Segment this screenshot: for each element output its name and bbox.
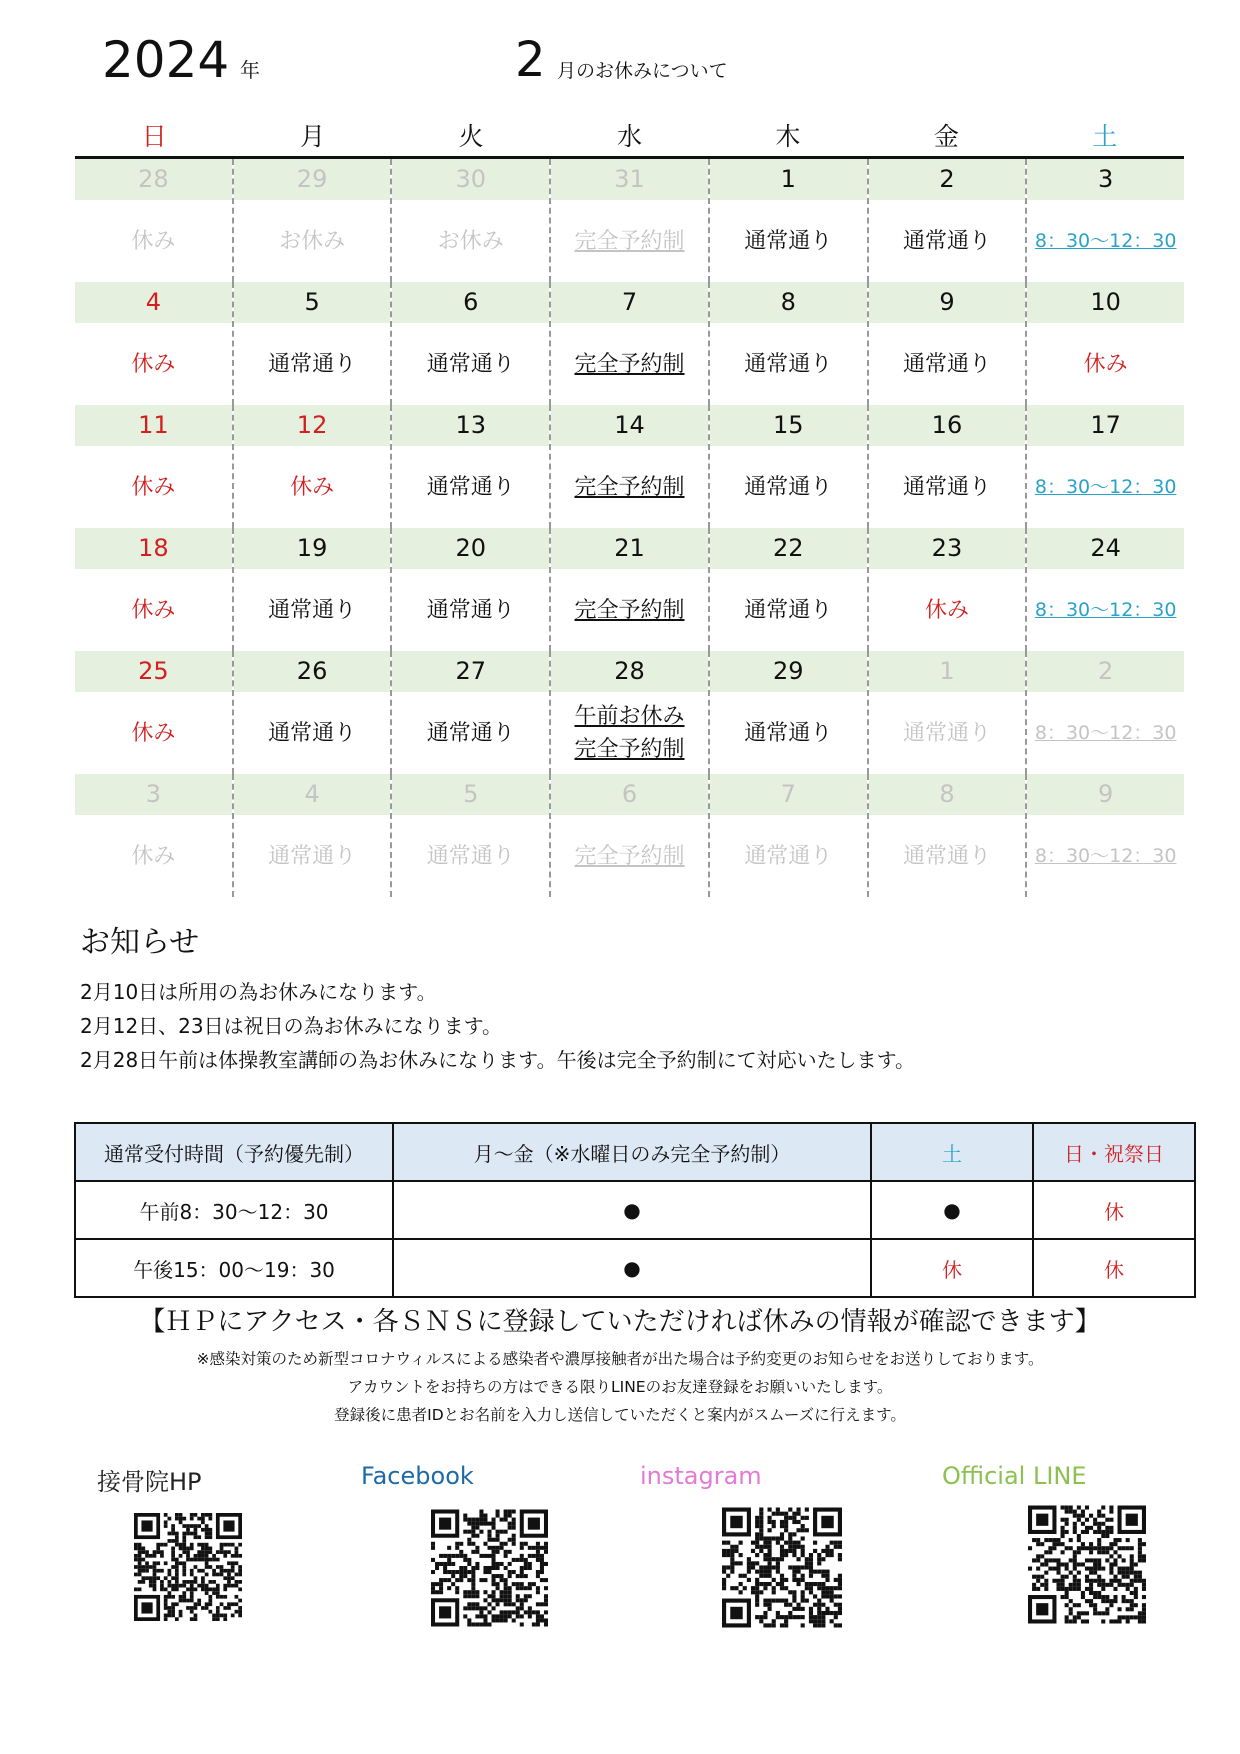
hours-col-label: 通常受付時間（予約優先制） bbox=[75, 1123, 393, 1181]
weekday-wed: 水 bbox=[616, 122, 642, 151]
year: 2024 bbox=[102, 31, 230, 89]
calendar-day-cell bbox=[75, 651, 234, 774]
day-status-text: お休み bbox=[437, 228, 504, 254]
day-number: 28 bbox=[551, 651, 708, 692]
day-status-text: 8：30～12：30 bbox=[1034, 598, 1177, 621]
calendar-day-cell bbox=[710, 405, 869, 528]
day-number: 6 bbox=[392, 282, 549, 323]
day-status bbox=[551, 323, 708, 405]
day-status-text: 休み bbox=[924, 597, 969, 623]
link-label-instagram: instagram bbox=[640, 1462, 762, 1490]
day-number: 16 bbox=[869, 405, 1026, 446]
day-status bbox=[75, 815, 232, 897]
month: 2 bbox=[515, 32, 546, 88]
day-status bbox=[710, 323, 867, 405]
day-status bbox=[234, 323, 391, 405]
calendar-day-cell bbox=[392, 405, 551, 528]
day-number: 4 bbox=[75, 282, 232, 323]
hours-pm-sun: 休 bbox=[1033, 1239, 1195, 1297]
day-status bbox=[234, 446, 391, 528]
hours-header-row bbox=[75, 1123, 1195, 1181]
day-status-text: 8：30～12：30 bbox=[1034, 844, 1177, 867]
day-status-text: 通常通り bbox=[268, 720, 357, 746]
calendar-week bbox=[75, 528, 1184, 651]
calendar-day-cell bbox=[869, 651, 1028, 774]
calendar-day-cell bbox=[234, 528, 393, 651]
day-number: 20 bbox=[392, 528, 549, 569]
calendar-day-cell bbox=[551, 774, 710, 897]
calendar-week bbox=[75, 651, 1184, 774]
weekday-tue: 火 bbox=[458, 122, 484, 151]
day-status-text: 完全予約制 bbox=[574, 351, 685, 377]
day-status bbox=[710, 569, 867, 651]
day-number: 13 bbox=[392, 405, 549, 446]
day-status-text: 通常通り bbox=[426, 474, 515, 500]
day-number: 3 bbox=[75, 774, 232, 815]
day-status-text: 休み bbox=[131, 843, 176, 869]
hours-am-label: 午前8：30～12：30 bbox=[75, 1181, 393, 1239]
day-status-text: 通常通り bbox=[426, 597, 515, 623]
day-number: 9 bbox=[869, 282, 1026, 323]
day-status-text: 通常通り bbox=[268, 843, 357, 869]
day-status bbox=[392, 200, 549, 282]
day-number: 29 bbox=[710, 651, 867, 692]
day-number: 7 bbox=[551, 282, 708, 323]
hours-col-sun: 日・祝祭日 bbox=[1033, 1123, 1195, 1181]
notice-line: 2月12日、23日は祝日の為お休みになります。 bbox=[80, 1014, 503, 1038]
day-number: 28 bbox=[75, 159, 232, 200]
qr-code-facebook[interactable] bbox=[431, 1507, 548, 1629]
access-headline: 【ＨＰにアクセス・各ＳＮＳに登録していただければ休みの情報が確認できます】 bbox=[139, 1307, 1101, 1337]
day-status bbox=[551, 815, 708, 897]
day-status bbox=[234, 569, 391, 651]
calendar-day-cell bbox=[234, 405, 393, 528]
calendar-day-cell bbox=[1027, 282, 1184, 405]
calendar-day-cell bbox=[869, 159, 1028, 282]
day-number: 10 bbox=[1027, 282, 1184, 323]
day-status bbox=[1027, 569, 1184, 651]
day-status bbox=[869, 692, 1026, 774]
day-number: 12 bbox=[234, 405, 391, 446]
calendar-day-cell bbox=[75, 774, 234, 897]
day-status bbox=[869, 569, 1026, 651]
qr-code-instagram[interactable] bbox=[722, 1505, 842, 1630]
day-number: 6 bbox=[551, 774, 708, 815]
day-number: 5 bbox=[392, 774, 549, 815]
day-status-text: 完全予約制 bbox=[574, 474, 685, 500]
day-status bbox=[869, 200, 1026, 282]
notice-line: 2月28日午前は体操教室講師の為お休みになります。午後は完全予約制にて対応いたします。 bbox=[80, 1048, 915, 1072]
day-status bbox=[551, 569, 708, 651]
day-status bbox=[75, 323, 232, 405]
day-number: 3 bbox=[1027, 159, 1184, 200]
calendar-day-cell bbox=[710, 774, 869, 897]
hours-pm-weekday: ● bbox=[393, 1239, 871, 1297]
day-number: 1 bbox=[869, 651, 1026, 692]
weekday-thu: 木 bbox=[775, 122, 801, 151]
day-status-text: 通常通り bbox=[744, 228, 833, 254]
day-status bbox=[392, 446, 549, 528]
day-status bbox=[392, 569, 549, 651]
hours-row-am bbox=[75, 1181, 1195, 1239]
calendar-day-cell bbox=[710, 528, 869, 651]
day-status-text: 午前お休み bbox=[574, 704, 685, 729]
day-number: 27 bbox=[392, 651, 549, 692]
day-status bbox=[869, 446, 1026, 528]
calendar-day-cell bbox=[1027, 528, 1184, 651]
calendar-week bbox=[75, 282, 1184, 405]
day-status-text: 通常通り bbox=[902, 720, 991, 746]
day-status bbox=[710, 200, 867, 282]
day-status-text: 通常通り bbox=[744, 597, 833, 623]
calendar-day-cell bbox=[1027, 159, 1184, 282]
weekday-header bbox=[75, 118, 1184, 159]
access-note: 登録後に患者IDとお名前を入力し送信していただくと案内がスムーズに行えます。 bbox=[334, 1406, 906, 1424]
day-status-text: 通常通り bbox=[744, 843, 833, 869]
calendar-day-cell bbox=[392, 282, 551, 405]
day-status bbox=[551, 446, 708, 528]
day-status bbox=[234, 200, 391, 282]
hours-col-sat: 土 bbox=[871, 1123, 1033, 1181]
day-status-text: 通常通り bbox=[426, 843, 515, 869]
day-status bbox=[869, 323, 1026, 405]
hours-am-weekday: ● bbox=[393, 1181, 871, 1239]
calendar-day-cell bbox=[234, 651, 393, 774]
calendar-day-cell bbox=[869, 405, 1028, 528]
day-number: 5 bbox=[234, 282, 391, 323]
weekday-sun: 日 bbox=[141, 122, 167, 151]
day-status bbox=[1027, 446, 1184, 528]
day-status-text: 休み bbox=[131, 351, 176, 377]
day-status-text: 完全予約制 bbox=[574, 228, 685, 254]
calendar-day-cell bbox=[710, 159, 869, 282]
link-label-hp: 接骨院HP bbox=[97, 1468, 202, 1496]
day-status bbox=[392, 692, 549, 774]
day-status bbox=[234, 815, 391, 897]
notice-title: お知らせ bbox=[80, 925, 200, 960]
day-status-text: 通常通り bbox=[744, 474, 833, 500]
day-status-text: 通常通り bbox=[744, 351, 833, 377]
weekday-mon: 月 bbox=[300, 122, 326, 151]
day-number: 8 bbox=[710, 282, 867, 323]
calendar-day-cell bbox=[551, 282, 710, 405]
notice-body bbox=[80, 975, 915, 1077]
day-number: 24 bbox=[1027, 528, 1184, 569]
day-status bbox=[710, 446, 867, 528]
month-suffix: 月のお休みについて bbox=[557, 60, 728, 82]
calendar-day-cell bbox=[551, 405, 710, 528]
day-number: 9 bbox=[1027, 774, 1184, 815]
calendar-day-cell bbox=[392, 528, 551, 651]
day-status-text: 通常通り bbox=[268, 351, 357, 377]
day-status bbox=[392, 815, 549, 897]
calendar-day-cell bbox=[710, 651, 869, 774]
calendar-day-cell bbox=[392, 774, 551, 897]
day-status bbox=[75, 200, 232, 282]
qr-code-hp[interactable] bbox=[134, 1511, 242, 1623]
day-number: 21 bbox=[551, 528, 708, 569]
day-status-text: 休み bbox=[131, 228, 176, 254]
calendar-day-cell bbox=[234, 159, 393, 282]
calendar bbox=[75, 118, 1184, 897]
day-status-text: 通常通り bbox=[426, 351, 515, 377]
day-number: 2 bbox=[1027, 651, 1184, 692]
day-status-text: 通常通り bbox=[268, 597, 357, 623]
day-number: 22 bbox=[710, 528, 867, 569]
day-number: 30 bbox=[392, 159, 549, 200]
day-status-text: 休み bbox=[131, 474, 176, 500]
day-status-text: 通常通り bbox=[902, 228, 991, 254]
day-status-text: 8：30～12：30 bbox=[1034, 475, 1177, 498]
day-status bbox=[1027, 692, 1184, 774]
hours-am-sat: ● bbox=[871, 1181, 1033, 1239]
day-status bbox=[1027, 200, 1184, 282]
day-status bbox=[1027, 815, 1184, 897]
day-status-text: 通常通り bbox=[426, 720, 515, 746]
day-status-text: 通常通り bbox=[744, 720, 833, 746]
day-status bbox=[234, 692, 391, 774]
day-status bbox=[75, 446, 232, 528]
calendar-day-cell bbox=[551, 528, 710, 651]
calendar-day-cell bbox=[869, 528, 1028, 651]
day-status-text: 完全予約制 bbox=[574, 737, 685, 762]
day-status bbox=[392, 323, 549, 405]
qr-code-line[interactable] bbox=[1028, 1503, 1146, 1626]
calendar-day-cell bbox=[234, 774, 393, 897]
calendar-day-cell bbox=[869, 282, 1028, 405]
hours-table bbox=[74, 1122, 1196, 1298]
day-number: 7 bbox=[710, 774, 867, 815]
calendar-day-cell bbox=[234, 282, 393, 405]
access-notes bbox=[0, 1345, 1240, 1429]
hours-pm-label: 午後15：00～19：30 bbox=[75, 1239, 393, 1297]
day-status bbox=[710, 815, 867, 897]
day-status-text: お休み bbox=[279, 228, 346, 254]
day-status-text: 8：30～12：30 bbox=[1034, 229, 1177, 252]
day-number: 25 bbox=[75, 651, 232, 692]
day-number: 23 bbox=[869, 528, 1026, 569]
day-status-text: 休み bbox=[131, 597, 176, 623]
access-note: ※感染対策のため新型コロナウィルスによる感染者や濃厚接触者が出た場合は予約変更のお知らせをお送りしております。 bbox=[196, 1350, 1044, 1368]
weekday-sat: 土 bbox=[1092, 122, 1118, 151]
day-status bbox=[869, 815, 1026, 897]
calendar-week bbox=[75, 405, 1184, 528]
day-status bbox=[551, 692, 708, 774]
day-status bbox=[710, 692, 867, 774]
calendar-week bbox=[75, 159, 1184, 282]
calendar-weeks bbox=[75, 159, 1184, 897]
link-label-facebook: Facebook bbox=[361, 1462, 474, 1490]
day-number: 17 bbox=[1027, 405, 1184, 446]
year-unit: 年 bbox=[240, 58, 260, 82]
calendar-day-cell bbox=[1027, 774, 1184, 897]
day-number: 11 bbox=[75, 405, 232, 446]
calendar-day-cell bbox=[75, 528, 234, 651]
calendar-day-cell bbox=[392, 651, 551, 774]
hours-pm-sat: 休 bbox=[871, 1239, 1033, 1297]
calendar-day-cell bbox=[75, 282, 234, 405]
calendar-week bbox=[75, 774, 1184, 897]
calendar-day-cell bbox=[551, 651, 710, 774]
calendar-day-cell bbox=[392, 159, 551, 282]
day-number: 31 bbox=[551, 159, 708, 200]
day-status-text: 通常通り bbox=[902, 843, 991, 869]
day-number: 14 bbox=[551, 405, 708, 446]
day-status-text: 休み bbox=[1083, 351, 1128, 377]
hours-am-sun: 休 bbox=[1033, 1181, 1195, 1239]
calendar-day-cell bbox=[1027, 405, 1184, 528]
day-status bbox=[75, 569, 232, 651]
day-status-text: 完全予約制 bbox=[574, 597, 685, 623]
calendar-day-cell bbox=[710, 282, 869, 405]
day-number: 2 bbox=[869, 159, 1026, 200]
day-number: 19 bbox=[234, 528, 391, 569]
calendar-header bbox=[0, 30, 1240, 100]
notice-line: 2月10日は所用の為お休みになります。 bbox=[80, 980, 437, 1004]
day-status-text: 8：30～12：30 bbox=[1034, 721, 1177, 744]
day-status-text: 休み bbox=[290, 474, 335, 500]
day-status bbox=[551, 200, 708, 282]
day-number: 29 bbox=[234, 159, 391, 200]
day-number: 18 bbox=[75, 528, 232, 569]
day-status bbox=[75, 692, 232, 774]
calendar-day-cell bbox=[1027, 651, 1184, 774]
day-number: 15 bbox=[710, 405, 867, 446]
hours-row-pm bbox=[75, 1239, 1195, 1297]
calendar-day-cell bbox=[869, 774, 1028, 897]
weekday-fri: 金 bbox=[933, 122, 959, 151]
calendar-day-cell bbox=[75, 405, 234, 528]
calendar-day-cell bbox=[551, 159, 710, 282]
calendar-day-cell bbox=[75, 159, 234, 282]
day-status bbox=[1027, 323, 1184, 405]
day-number: 1 bbox=[710, 159, 867, 200]
hours-col-weekday: 月～金（※水曜日のみ完全予約制） bbox=[393, 1123, 871, 1181]
day-status-text: 完全予約制 bbox=[574, 843, 685, 869]
link-label-line: Official LINE bbox=[942, 1462, 1087, 1490]
day-status-text: 通常通り bbox=[902, 474, 991, 500]
access-note: アカウントをお持ちの方はできる限りLINEのお友達登録をお願いいたします。 bbox=[347, 1378, 893, 1396]
day-status-text: 通常通り bbox=[902, 351, 991, 377]
day-number: 4 bbox=[234, 774, 391, 815]
day-number: 26 bbox=[234, 651, 391, 692]
day-status-text: 休み bbox=[131, 720, 176, 746]
day-number: 8 bbox=[869, 774, 1026, 815]
